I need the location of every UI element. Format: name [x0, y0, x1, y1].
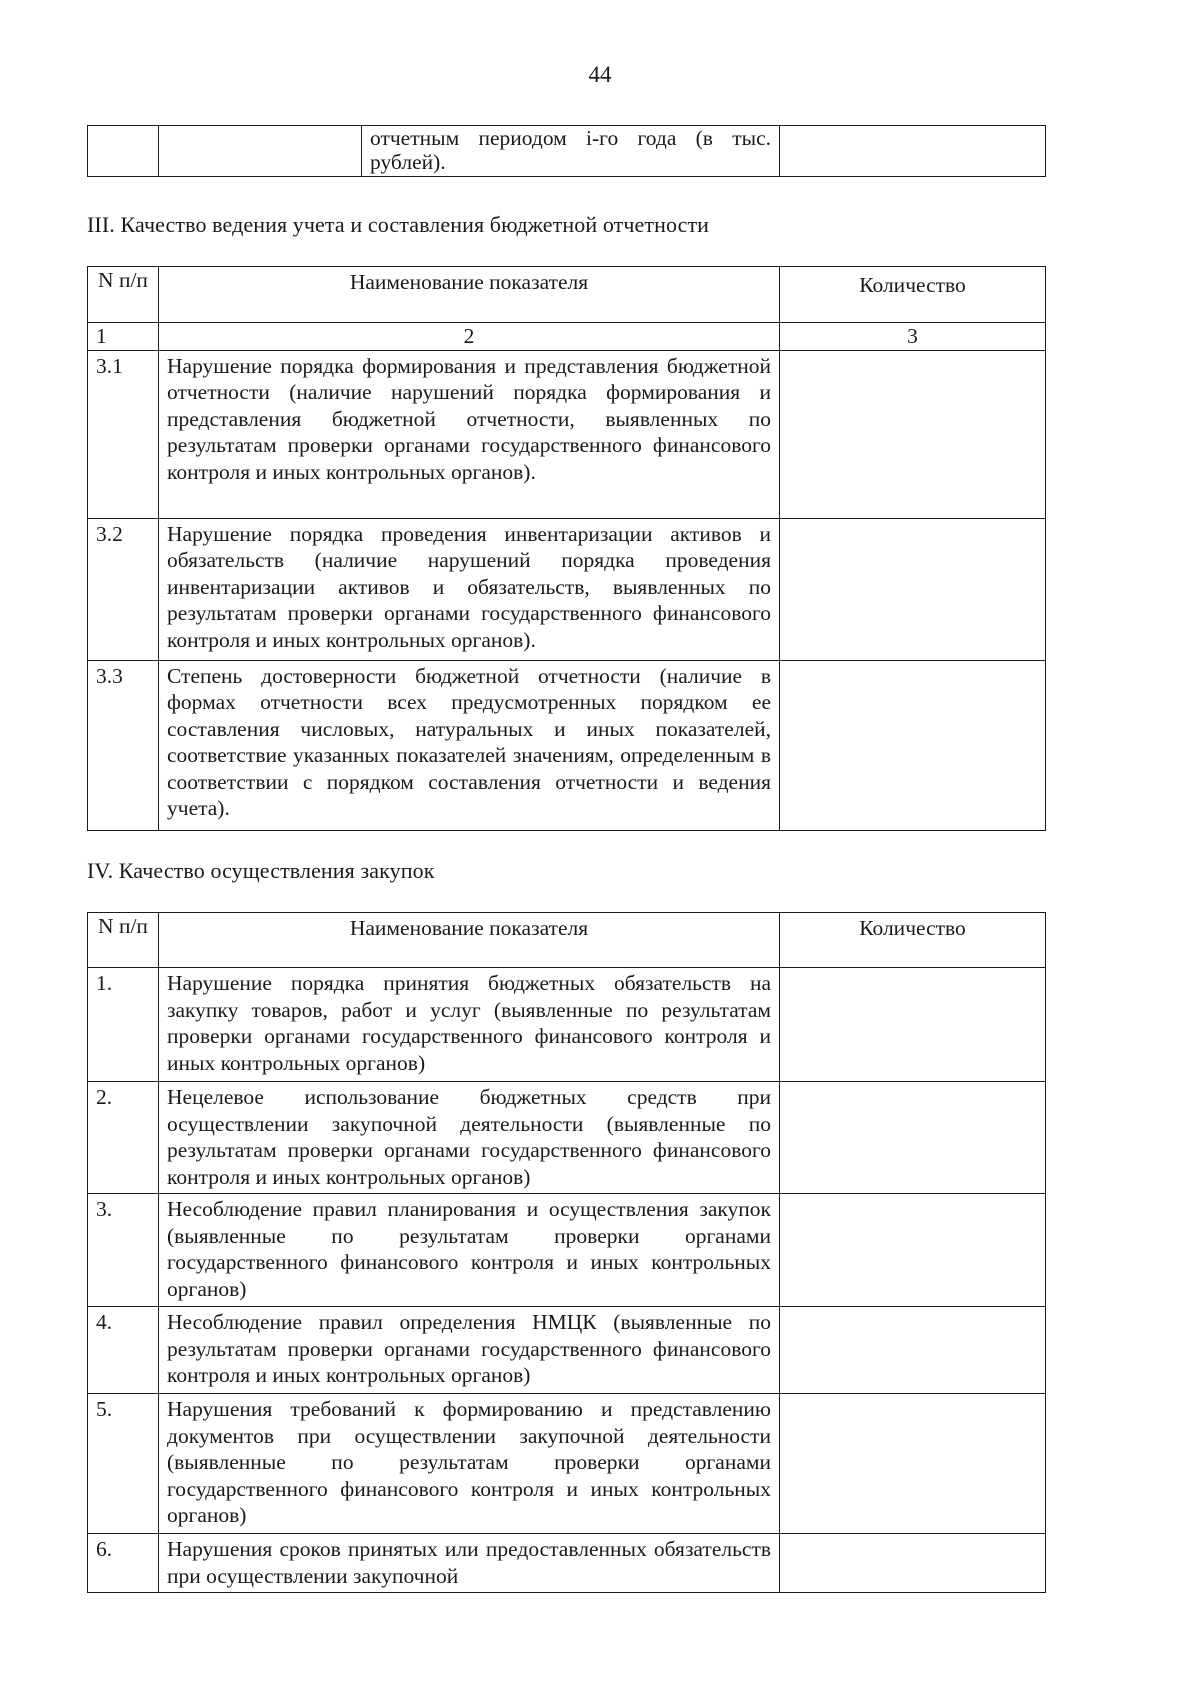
col-number-3: 3: [780, 323, 1046, 351]
row-text: Нарушения сроков принятых или предоставленных обязательств при осуществлении закупочной: [159, 1534, 780, 1593]
table-row: [88, 1194, 1046, 1307]
table-header-row: [88, 913, 1046, 968]
row-num: 5.: [88, 1394, 159, 1534]
header-num: N п/п: [88, 267, 159, 323]
page-number: 44: [588, 62, 612, 87]
row-num: 4.: [88, 1307, 159, 1394]
header-num: N п/п: [88, 913, 159, 968]
section-3-title: III. Качество ведения учета и составления бюджетной отчетности: [87, 212, 710, 237]
row-num: 2.: [88, 1082, 159, 1194]
table-header-row: [88, 267, 1046, 323]
section-4-table: [87, 912, 1046, 1593]
row-num: 1.: [88, 968, 159, 1082]
qty-cell: [780, 968, 1046, 1082]
qty-cell: [780, 518, 1046, 660]
qty-cell: [780, 350, 1046, 518]
table-row: [88, 1307, 1046, 1394]
continuation-table: [87, 125, 1046, 177]
table-row: [88, 968, 1046, 1082]
qty-cell: [780, 1534, 1046, 1593]
row-num: 3.1: [88, 350, 159, 518]
header-qty: Количество: [780, 913, 1046, 968]
table-row: [88, 350, 1046, 518]
row-num: 3.2: [88, 518, 159, 660]
table-row: [88, 1534, 1046, 1593]
section-3-table: [87, 266, 1046, 831]
qty-cell: [780, 1307, 1046, 1394]
empty-cell: [159, 126, 362, 177]
table-row: [88, 660, 1046, 830]
empty-cell: [780, 126, 1046, 177]
header-name: Наименование показателя: [159, 267, 780, 323]
row-text: Нарушение порядка формирования и представления бюджетной отчетности (наличие нарушений порядка формирования и представления бюджетной отчетности, выявленных по результатам проверки органами государственного финансового контроля и иных контрольных органов).: [159, 350, 780, 518]
empty-cell: [88, 126, 159, 177]
continuation-text: отчетным периодом i-го года (в тыс. рублей).: [362, 126, 780, 177]
row-text: Несоблюдение правил определения НМЦК (выявленные по результатам проверки органами государственного финансового контроля и иных контрольных органов): [159, 1307, 780, 1394]
header-name: Наименование показателя: [159, 913, 780, 968]
row-num: 3.3: [88, 660, 159, 830]
column-number-row: [88, 323, 1046, 351]
row-text: Нарушение порядка принятия бюджетных обязательств на закупку товаров, работ и услуг (выявленные по результатам проверки органами государственного финансового контроля и иных контрольных органов): [159, 968, 780, 1082]
table-row: [88, 126, 1046, 177]
col-number-1: 1: [88, 323, 159, 351]
qty-cell: [780, 660, 1046, 830]
section-4-title: IV. Качество осуществления закупок: [87, 858, 435, 883]
table-row: [88, 1394, 1046, 1534]
qty-cell: [780, 1194, 1046, 1307]
col-number-2: 2: [159, 323, 780, 351]
qty-cell: [780, 1082, 1046, 1194]
row-text: Степень достоверности бюджетной отчетности (наличие в формах отчетности всех предусмотренных порядком ее составления числовых, натуральных и иных показателей, соответствие указанных показателей значениям, определенным в соответствии с порядком составления отчетности и ведения учета).: [159, 660, 780, 830]
row-text: Нарушения требований к формированию и представлению документов при осуществлении закупочной деятельности (выявленные по результатам проверки органами государственного финансового контроля и иных контрольных органов): [159, 1394, 780, 1534]
row-num: 3.: [88, 1194, 159, 1307]
row-num: 6.: [88, 1534, 159, 1593]
table-row: [88, 1082, 1046, 1194]
row-text: Несоблюдение правил планирования и осуществления закупок (выявленные по результатам проверки органами государственного финансового контроля и иных контрольных органов): [159, 1194, 780, 1307]
table-row: [88, 518, 1046, 660]
qty-cell: [780, 1394, 1046, 1534]
row-text: Нецелевое использование бюджетных средств при осуществлении закупочной деятельности (выявленные по результатам проверки органами государственного финансового контроля и иных контрольных органов): [159, 1082, 780, 1194]
row-text: Нарушение порядка проведения инвентаризации активов и обязательств (наличие нарушений порядка проведения инвентаризации активов и обязательств, выявленных по результатам проверки органами государственного финансового контроля и иных контрольных органов).: [159, 518, 780, 660]
header-qty: Количество: [780, 267, 1046, 323]
